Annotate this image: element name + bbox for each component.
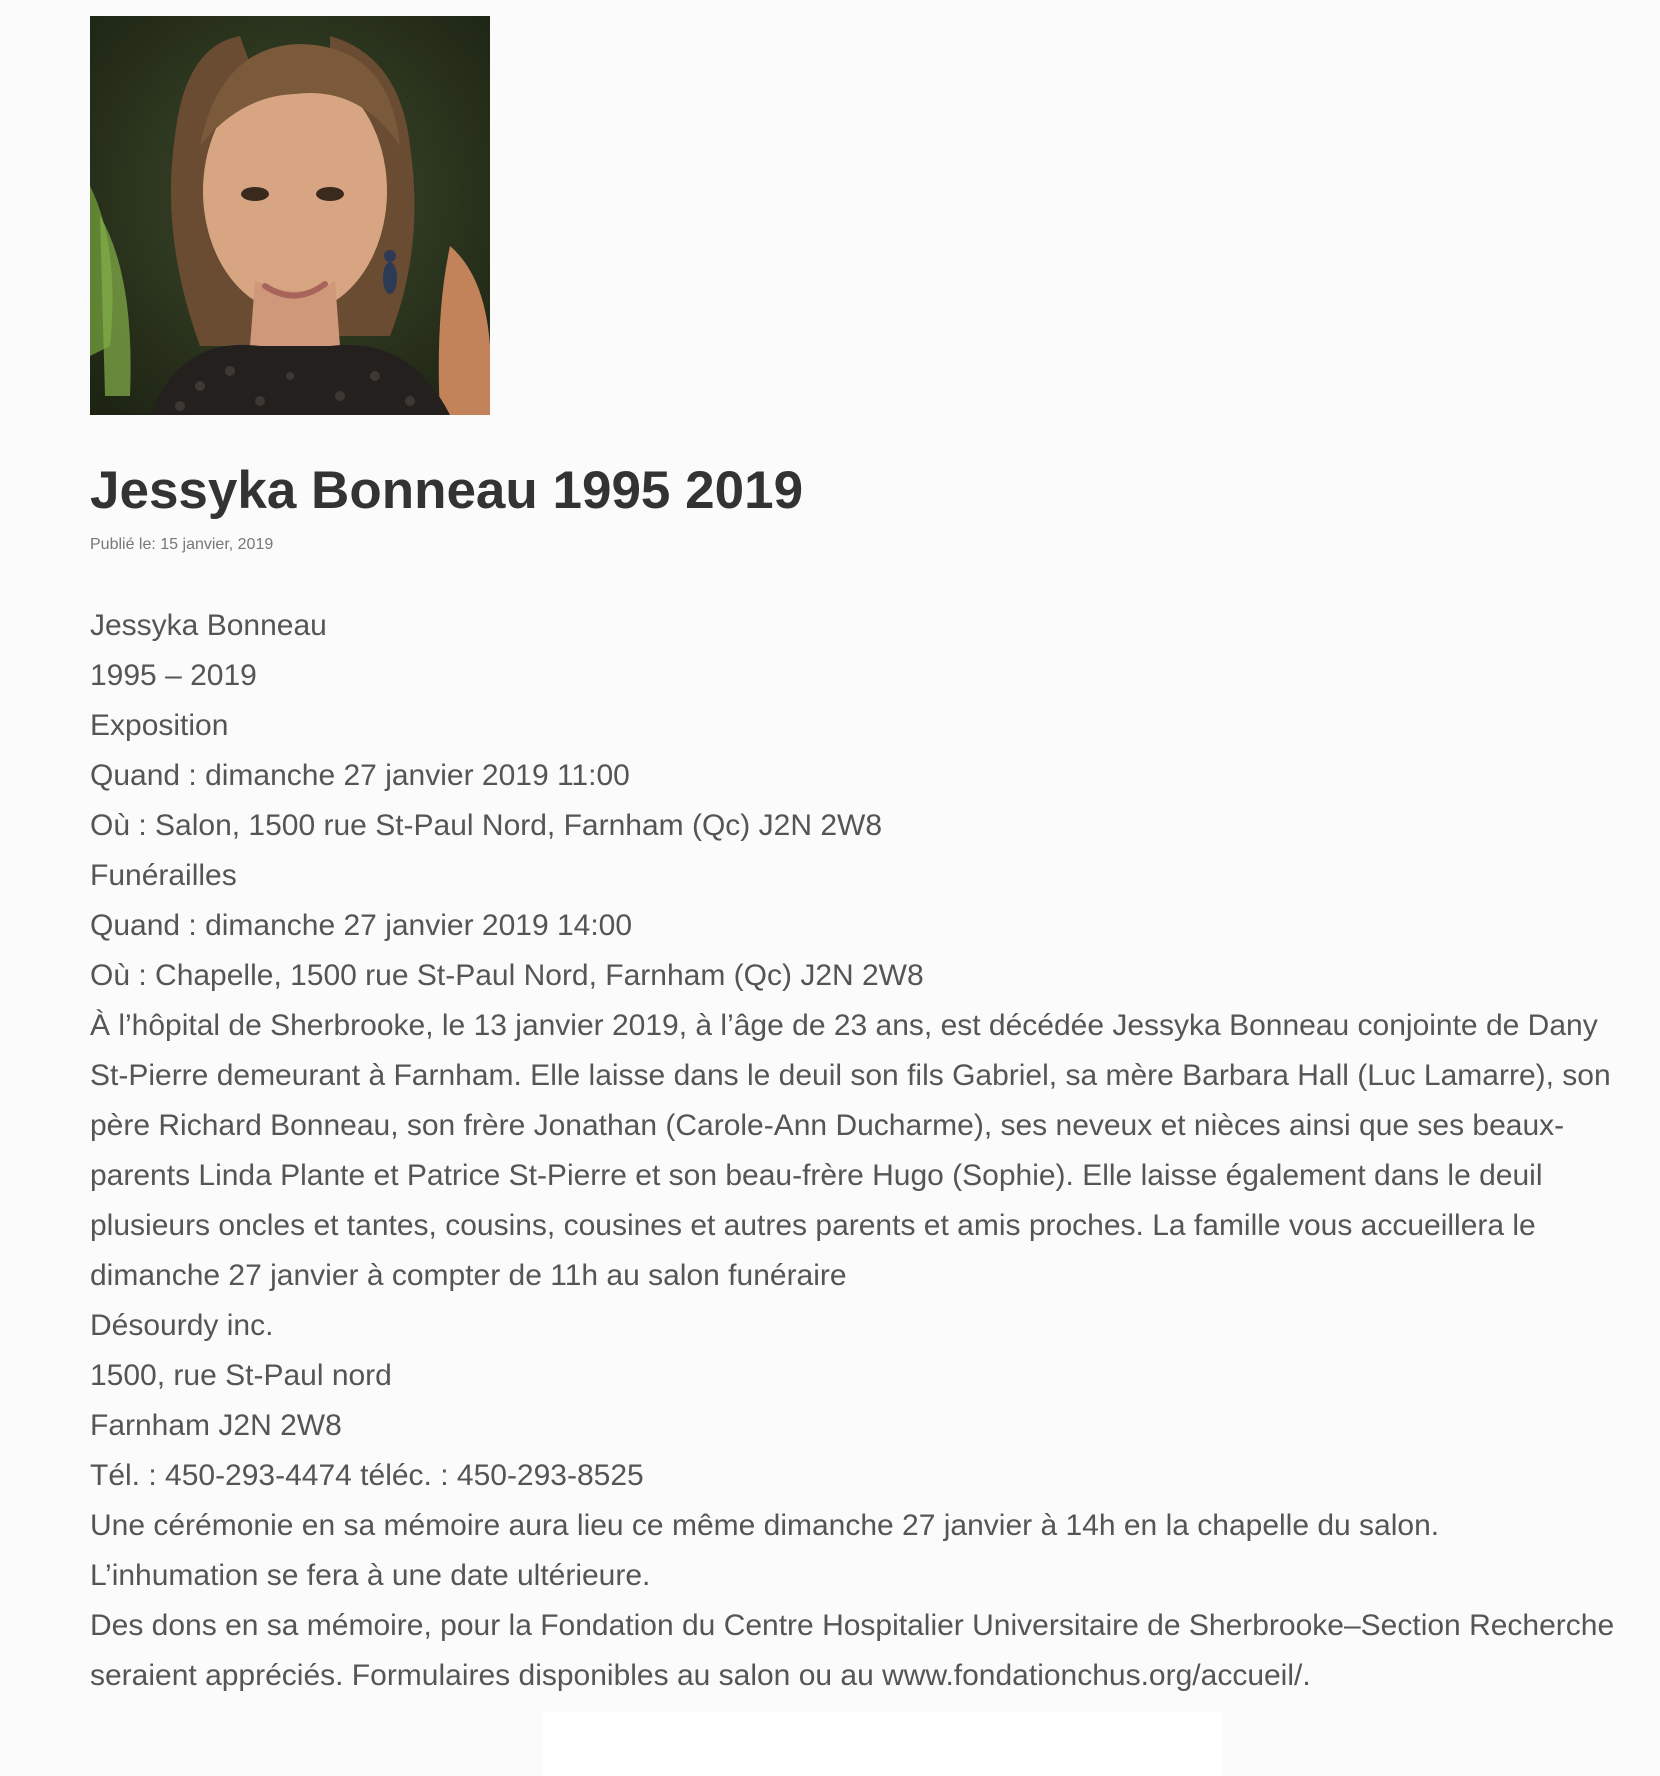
funerailles-where: Où : Chapelle, 1500 rue St-Paul Nord, Farnham (Qc) J2N 2W8 bbox=[90, 959, 924, 992]
life-years: 1995 – 2019 bbox=[90, 659, 257, 692]
funeral-home-city: Farnham J2N 2W8 bbox=[90, 1409, 342, 1442]
exposition-when: Quand : dimanche 27 janvier 2019 11:00 bbox=[90, 759, 630, 792]
obituary-paragraph: À l’hôpital de Sherbrooke, le 13 janvier 2019, à l’âge de 23 ans, est décédée Jessyka Bonneau conjointe de Dany St-Pierre demeurant à Farnham. Elle laisse dans le deuil son fils Gabriel, sa mère Barbara Hall (Luc Lamarre), son père Richard Bonneau, son frère Jonathan (Carole-Ann Ducharme), ses neveux et nièces ainsi que ses beaux-parents Linda Plante et Patrice St-Pierre et son beau-frère Hugo (Sophie). Elle laisse également dans le deuil plusieurs oncles et tantes, cousins, cousines et autres parents et amis proches. La famille vous accueillera le dimanche 27 janvier à compter de 11h au salon funéraire bbox=[90, 1009, 1611, 1292]
published-date: Publié le: 15 janvier, 2019 bbox=[90, 536, 274, 553]
burial-notice: L’inhumation se fera à une date ultérieure. bbox=[90, 1559, 651, 1592]
portrait-photo bbox=[90, 16, 490, 415]
page-footer-strip bbox=[543, 1712, 1223, 1776]
funerailles-heading: Funérailles bbox=[90, 859, 237, 892]
ceremony-notice: Une cérémonie en sa mémoire aura lieu ce même dimanche 27 janvier à 14h en la chapelle du salon. bbox=[90, 1509, 1440, 1542]
page-title: Jessyka Bonneau 1995 2019 bbox=[90, 461, 804, 520]
funeral-home-phone: Tél. : 450-293-4474 téléc. : 450-293-8525 bbox=[90, 1459, 644, 1492]
exposition-heading: Exposition bbox=[90, 709, 229, 742]
funeral-home-name: Désourdy inc. bbox=[90, 1309, 274, 1342]
funerailles-when: Quand : dimanche 27 janvier 2019 14:00 bbox=[90, 909, 633, 942]
obituary-content bbox=[90, 601, 1630, 1701]
funeral-home-address: 1500, rue St-Paul nord bbox=[90, 1359, 392, 1392]
donations-notice: Des dons en sa mémoire, pour la Fondation du Centre Hospitalier Universitaire de Sherbrooke–Section Recherche seraient appréciés. Formulaires disponibles au salon ou au www.fondationchus.org/accueil/. bbox=[90, 1609, 1615, 1692]
exposition-where: Où : Salon, 1500 rue St-Paul Nord, Farnham (Qc) J2N 2W8 bbox=[90, 809, 882, 842]
deceased-name: Jessyka Bonneau bbox=[90, 609, 327, 642]
